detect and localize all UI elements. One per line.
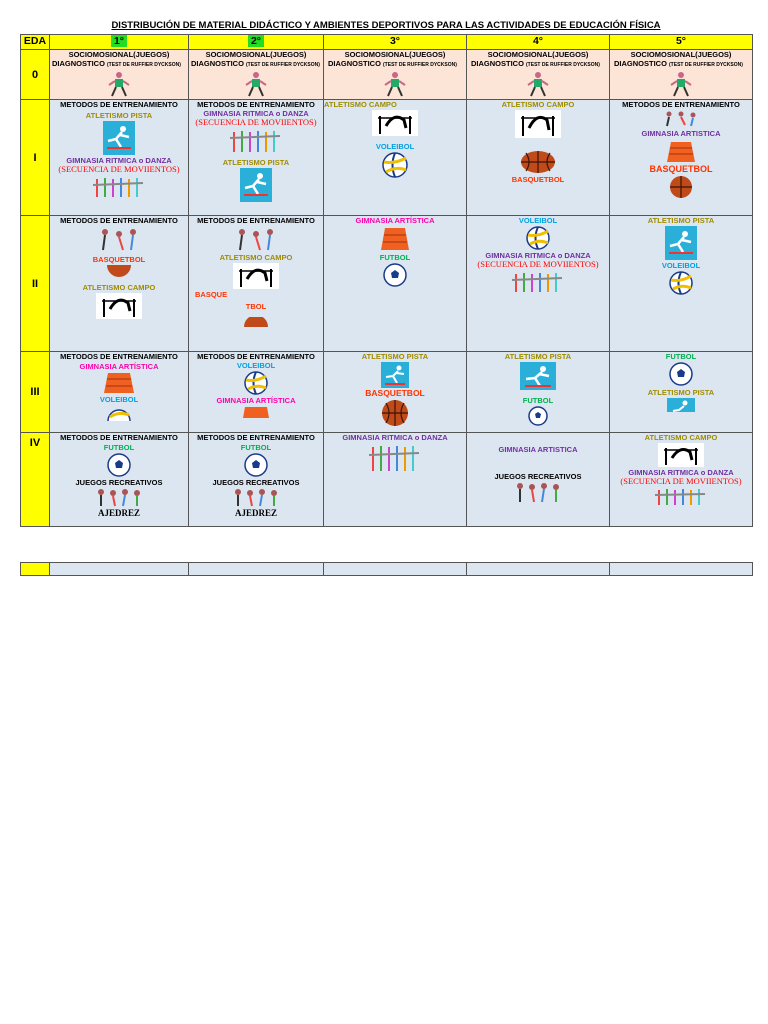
activity-label: ATLETISMO CAMPO: [324, 100, 397, 109]
table-row: [21, 563, 753, 576]
activity-label: FUTBOL: [665, 352, 697, 361]
vaulting-box-icon: [610, 140, 752, 164]
activity-label: SOCIOMOSIONAL(JUEGOS): [344, 50, 446, 59]
soccer-ball-icon: [610, 362, 752, 386]
activity-label: METODOS DE ENTRENAMIENTO: [197, 216, 315, 225]
activity-label: BASQUE: [195, 290, 228, 299]
activity-label: GIMNASIA ARTÍSTICA: [216, 396, 296, 405]
activity-label: SOCIOMOSIONAL(JUEGOS): [68, 50, 170, 59]
page-title: DISTRIBUCIÓN DE MATERIAL DIDÁCTICO Y AMBIENTES DEPORTIVOS PARA LAS ACTIVIDADES DE EDUCACIÓN FÍSICA: [111, 20, 661, 31]
header-row: [21, 35, 753, 50]
activity-label: DIAGNOSTICO: [191, 59, 244, 68]
activity-label: VOLEIBOL: [661, 261, 701, 270]
activity-label: (TEST DE RUFFIER DYCKSON): [107, 62, 181, 68]
table-row: [21, 100, 753, 216]
cell-0-3: [324, 50, 467, 100]
kids-playing-icon: [50, 488, 188, 508]
cell-1-1: [50, 100, 189, 216]
table-row: [21, 433, 753, 527]
cell-0-1: [50, 50, 189, 100]
cell-2-3: [324, 216, 467, 352]
basketball-icon: [467, 150, 609, 174]
dance-group-icon: [324, 443, 466, 473]
activity-label: DIAGNOSTICO: [471, 59, 524, 68]
activity-label: FUTBOL: [379, 253, 411, 262]
grade-header-5: 5°: [610, 35, 753, 50]
cell-2-4: [467, 216, 610, 352]
schedule-table: [20, 34, 753, 527]
activity-label: (TEST DE RUFFIER DYCKSON): [383, 62, 457, 68]
activity-label: METODOS DE ENTRENAMIENTO: [197, 352, 315, 361]
volleyball-icon: [189, 371, 323, 395]
gymnasts-icon: [610, 110, 752, 128]
cell-4-5: [610, 433, 753, 527]
cell-4-3: [324, 433, 467, 527]
activity-label: FUTBOL: [103, 443, 135, 452]
activity-label: ATLETISMO CAMPO: [219, 253, 293, 262]
cell-3-4: [467, 352, 610, 433]
dance-group-icon: [189, 128, 323, 154]
activity-label: GIMNASIA RITMICA o DANZA: [342, 433, 448, 442]
activity-label: (TEST DE RUFFIER DYCKSON): [246, 62, 320, 68]
gymnasts-icon: [189, 226, 323, 252]
vaulting-box-icon: [189, 406, 323, 418]
eda-label: III: [21, 352, 50, 433]
eda-label: I: [21, 100, 50, 216]
activity-label: (SECUENCIA DE MOVIIENTOS): [620, 476, 742, 486]
runner-icon: [189, 71, 323, 97]
activity-label: FUTBOL: [240, 443, 272, 452]
activity-label: VOLEIBOL: [99, 395, 139, 404]
vaulting-box-icon: [50, 372, 188, 394]
empty-cell: [324, 563, 467, 576]
hurdler-icon: [50, 121, 188, 155]
runner-icon: [324, 71, 466, 97]
activity-label: GIMNASIA ARTÍSTICA: [355, 216, 435, 225]
activity-label: TBOL: [245, 302, 267, 311]
activity-label: ATLETISMO PISTA: [361, 352, 429, 361]
activity-label: DIAGNOSTICO: [52, 59, 105, 68]
runner-icon: [467, 71, 609, 97]
activity-label: AJEDREZ: [97, 508, 140, 518]
eda-label: II: [21, 216, 50, 352]
volleyball-icon: [610, 271, 752, 295]
activity-label: ATLETISMO CAMPO: [82, 283, 156, 292]
soccer-ball-icon: [324, 263, 466, 287]
activity-label: ATLETISMO PISTA: [647, 388, 715, 397]
volleyball-icon: [324, 152, 466, 178]
activity-label: GIMNASIA RITMICA o DANZA: [628, 468, 734, 477]
activity-label: JUEGOS RECREATIVOS: [212, 478, 300, 487]
dance-group-icon: [50, 175, 188, 199]
hurdler-icon: [324, 362, 466, 388]
volleyball-icon: [50, 405, 188, 421]
cell-2-2: [189, 216, 324, 352]
grade-header-2: 2°: [189, 35, 324, 50]
cell-0-2: [189, 50, 324, 100]
activity-label: (TEST DE RUFFIER DYCKSON): [669, 62, 743, 68]
activity-label: ATLETISMO CAMPO: [644, 433, 718, 442]
activity-label: (TEST DE RUFFIER DYCKSON): [526, 62, 600, 68]
cell-3-2: [189, 352, 324, 433]
hurdler-icon: [610, 398, 752, 412]
basketball-icon: [324, 399, 466, 427]
dance-group-icon: [467, 270, 609, 294]
cell-1-5: [610, 100, 753, 216]
cell-3-3: [324, 352, 467, 433]
activity-label: VOLEIBOL: [518, 216, 558, 225]
soccer-ball-icon: [467, 406, 609, 426]
hurdler-icon: [467, 362, 609, 390]
empty-cell: [50, 563, 189, 576]
grade-header-4: 4°: [467, 35, 610, 50]
activity-label: DIAGNOSTICO: [614, 59, 667, 68]
activity-label: BASQUETBOL: [365, 388, 425, 398]
activity-label: AJEDREZ: [234, 508, 277, 518]
eda-header: EDA: [21, 35, 50, 50]
soccer-ball-icon: [189, 453, 323, 477]
activity-label: ATLETISMO PISTA: [504, 352, 572, 361]
activity-label: SOCIOMOSIONAL(JUEGOS): [487, 50, 589, 59]
activity-label: VOLEIBOL: [375, 142, 415, 151]
activity-label: METODOS DE ENTRENAMIENTO: [60, 100, 178, 109]
soccer-ball-icon: [50, 453, 188, 477]
activity-label: ATLETISMO PISTA: [85, 111, 153, 120]
activity-label: METODOS DE ENTRENAMIENTO: [60, 352, 178, 361]
eda-label: IV: [21, 433, 50, 527]
basketball-icon: [610, 175, 752, 199]
activity-label: GIMNASIA ARTISTICA: [498, 445, 578, 454]
activity-label: METODOS DE ENTRENAMIENTO: [197, 100, 315, 109]
cell-0-5: [610, 50, 753, 100]
activity-label: JUEGOS RECREATIVOS: [75, 478, 163, 487]
cell-4-4: [467, 433, 610, 527]
high-jump-icon: [189, 263, 323, 289]
high-jump-icon: [467, 110, 609, 138]
high-jump-icon: [50, 293, 188, 319]
activity-label: GIMNASIA RITMICA o DANZA: [485, 251, 591, 260]
cell-4-1: [50, 433, 189, 527]
table-row: [21, 352, 753, 433]
empty-cell: [189, 563, 324, 576]
table-row: [21, 50, 753, 100]
activity-label: SOCIOMOSIONAL(JUEGOS): [205, 50, 307, 59]
activity-label: ATLETISMO CAMPO: [501, 100, 575, 109]
activity-label: METODOS DE ENTRENAMIENTO: [197, 433, 315, 442]
basketball-icon: [50, 265, 188, 277]
high-jump-icon: [610, 443, 752, 467]
activity-label: BASQUETBOL: [649, 164, 713, 174]
hurdler-icon: [189, 168, 323, 202]
activity-label: SOCIOMOSIONAL(JUEGOS): [630, 50, 732, 59]
table-row: [21, 216, 753, 352]
cell-4-2: [189, 433, 324, 527]
cell-3-1: [50, 352, 189, 433]
hurdler-icon: [610, 226, 752, 260]
cell-2-1: [50, 216, 189, 352]
activity-label: DIAGNOSTICO: [328, 59, 381, 68]
empty-cell: [21, 563, 50, 576]
kids-playing-icon: [467, 482, 609, 504]
basketball-icon: [189, 317, 323, 327]
empty-row-strip: [20, 562, 753, 576]
activity-label: (SECUENCIA DE MOVIIENTOS): [195, 117, 317, 127]
activity-label: (SECUENCIA DE MOVIIENTOS): [58, 164, 180, 174]
grade-header-3: 3°: [324, 35, 467, 50]
activity-label: METODOS DE ENTRENAMIENTO: [622, 100, 740, 109]
cell-0-4: [467, 50, 610, 100]
activity-label: GIMNASIA RITMICA o DANZA: [203, 109, 309, 118]
cell-1-2: [189, 100, 324, 216]
volleyball-icon: [467, 226, 609, 250]
activity-label: JUEGOS RECREATIVOS: [494, 472, 582, 481]
activity-label: GIMNASIA ARTÍSTICA: [79, 362, 159, 371]
high-jump-icon: [324, 110, 466, 136]
cell-1-3: [324, 100, 467, 216]
activity-label: ATLETISMO PISTA: [647, 216, 715, 225]
activity-label: GIMNASIA ARTISTICA: [641, 129, 721, 138]
activity-label: GIMNASIA RITMICA o DANZA: [66, 156, 172, 165]
activity-label: BASQUETBOL: [511, 175, 565, 184]
dance-group-icon: [610, 487, 752, 507]
vaulting-box-icon: [324, 226, 466, 252]
activity-label: FUTBOL: [522, 396, 554, 405]
activity-label: METODOS DE ENTRENAMIENTO: [60, 216, 178, 225]
eda-label: 0: [21, 50, 50, 100]
cell-2-5: [610, 216, 753, 352]
runner-icon: [50, 71, 188, 97]
kids-playing-icon: [189, 488, 323, 508]
activity-label: METODOS DE ENTRENAMIENTO: [60, 433, 178, 442]
gymnasts-icon: [50, 226, 188, 254]
cell-3-5: [610, 352, 753, 433]
activity-label: (SECUENCIA DE MOVIIENTOS): [477, 259, 599, 269]
empty-cell: [610, 563, 753, 576]
activity-label: ATLETISMO PISTA: [222, 158, 290, 167]
grade-header-1: 1°: [50, 35, 189, 50]
activity-label: VOLEIBOL: [236, 361, 276, 370]
empty-cell: [467, 563, 610, 576]
activity-label: BASQUETBOL: [92, 255, 146, 264]
cell-1-4: [467, 100, 610, 216]
runner-icon: [610, 71, 752, 97]
